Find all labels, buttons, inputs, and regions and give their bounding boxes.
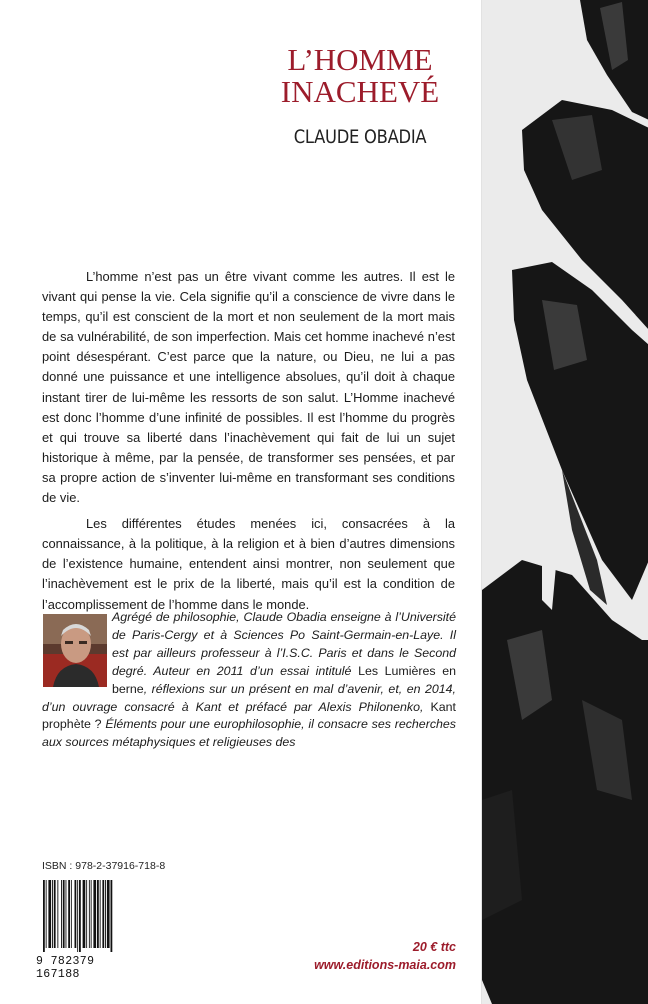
cover-artwork: [481, 0, 648, 1004]
price: 20 € ttc: [412, 940, 456, 954]
bio-text-1: Agrégé de philosophie, Claude Obadia enseigne à l’Université de Paris-Cergy et à Sciences Po Saint-Germain-en-Laye. Il est par ailleurs professeur à l’I.S.C. Paris et dans le Second degré. Auteur en 2011 d’un essai intitulé: [112, 610, 456, 678]
bio-text-3: Éléments pour une europhilosophie, il consacre ses recherches aux sources métaphysiques et religieuses des: [42, 717, 456, 750]
title-line-2: INACHEVÉ: [280, 74, 440, 109]
author-name: CLAUDE OBADIA: [293, 126, 427, 148]
title-line-1: L’HOMME: [287, 42, 433, 77]
barcode: [42, 880, 138, 952]
author-biography: [42, 609, 456, 752]
publisher-website: www.editions-maia.com: [314, 958, 456, 972]
bio-book-2: Kant prophète ?: [42, 699, 456, 732]
book-summary: [42, 267, 455, 615]
barcode-number: 9 782379 167188: [36, 955, 95, 981]
isbn-label: ISBN : 978-2-37916-718-8: [42, 860, 166, 872]
ink-brush-strokes: [482, 0, 648, 1004]
book-title: [260, 44, 460, 108]
summary-paragraph-2: Les différentes études menées ici, consacrées à la connaissance, à la politique, à la religion et à bien d’autres dimensions de l’existence humaine, entendent ainsi montrer, non seulement que l’inachèvement est le prix de la liberté, mais qu’il est la condition de l’accomplissement de l’homme dans le monde.: [42, 516, 455, 612]
summary-paragraph-1: L’homme n’est pas un être vivant comme les autres. Il est le vivant qui pense la vie. Cela signifie qu’il a conscience de vivre dans le temps, qu’il est conscient de la mort et non seulement de la mort mais de sa vulnérabilité, de son imperfection. Mais cet homme inachevé n’est point désespérant. C’est parce que la nature, ou Dieu, ne lui a pas donné une puissance et une intelligence absolues, qu’il doit à chaque instant tirer de lui-même les ressorts de son salut. L’Homme inachevé est donc l’homme d’une infinité de possibles. Il est l’homme du progrès et qui trouve sa liberté dans l’inachèvement qui fait de lui un sujet historique à même, par la pensée, de transformer ses pensées, et par sa propre action de s’inventer lui-même en transformant ses conditions de vie.: [42, 269, 455, 506]
bio-book-1: Les Lumières en berne: [112, 663, 457, 696]
bio-text-2: , réflexions sur un présent en mal d’avenir, et, en 2014, d’un ouvrage consacré à Kant et préfacé par Alexis Philonenko,: [42, 681, 456, 714]
